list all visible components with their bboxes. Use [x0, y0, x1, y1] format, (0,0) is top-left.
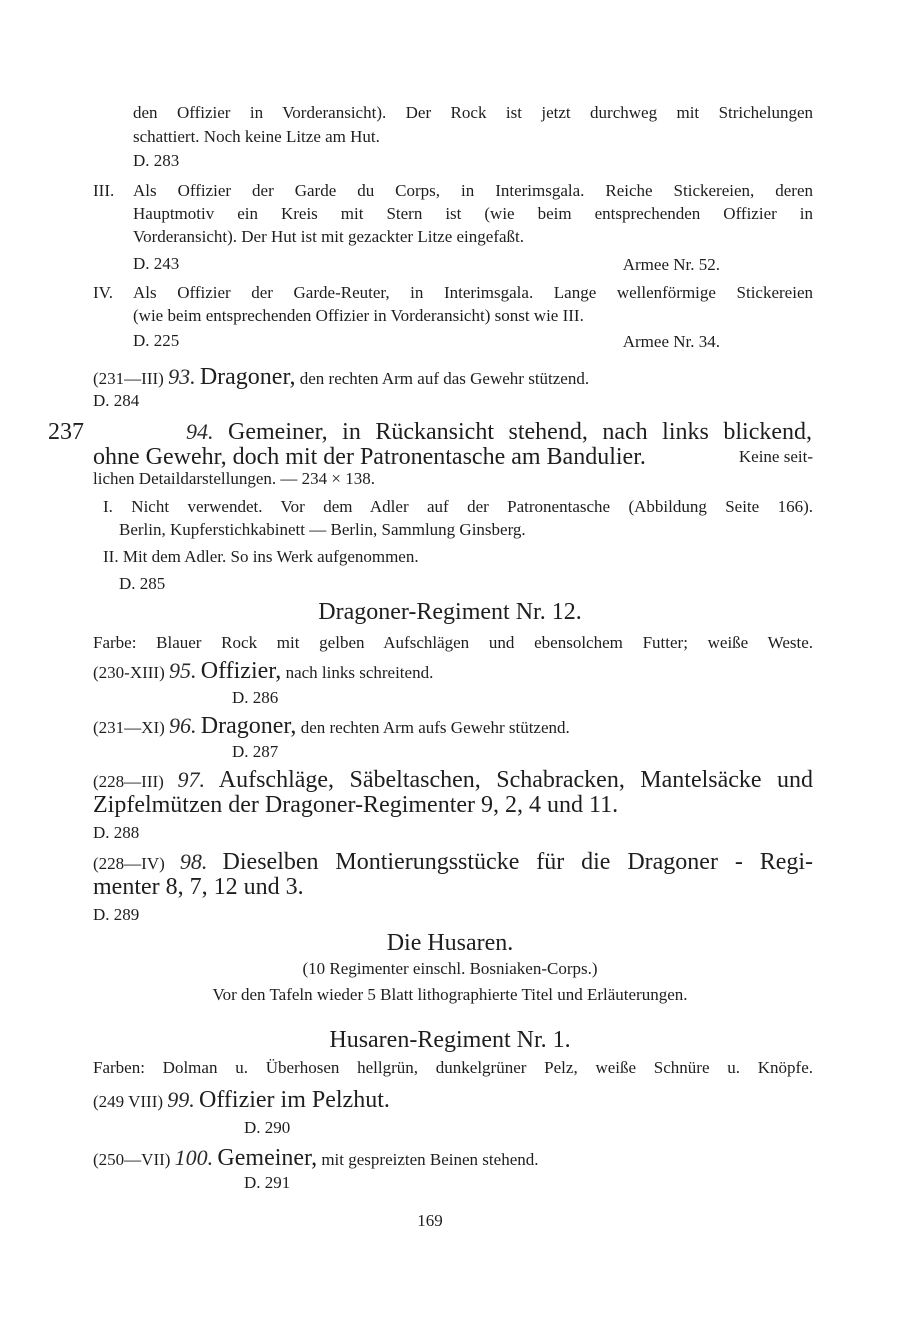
- detail-ref: D. 287: [232, 742, 279, 761]
- entry-title: Offizier,: [200, 658, 282, 684]
- entry-number: 100.: [174, 1145, 214, 1170]
- catalog-entry-97: [93, 767, 813, 795]
- entry-desc: den rechten Arm aufs Gewehr stützend.: [300, 718, 570, 737]
- text-line: (wie beim entsprechenden Offizier in Vorderansicht) sonst wie III.: [133, 306, 584, 325]
- state-line: II. Mit dem Adler. So ins Werk aufgenommen.: [103, 547, 419, 566]
- section-heading: Die Husaren.: [386, 930, 514, 956]
- entry-title-cont: Zipfelmützen der Dragoner-Regimenter 9, 2, 4 und 11.: [93, 792, 619, 818]
- detail-ref: D. 290: [244, 1118, 291, 1137]
- section-note: Vor den Tafeln wieder 5 Blatt lithographierte Titel und Erläuterungen.: [212, 985, 688, 1004]
- state-line: Berlin, Kupferstichkabinett — Berlin, Sammlung Ginsberg.: [119, 520, 526, 539]
- entry-title: Dragoner,: [200, 713, 297, 739]
- detail-ref: D. 289: [93, 905, 140, 924]
- detail-ref: D. 286: [232, 688, 279, 707]
- entry-number: 99.: [167, 1087, 195, 1112]
- state-line: I. Nicht verwendet. Vor dem Adler auf der Patronentasche (Abbildung Seite 166).: [103, 497, 813, 516]
- plate-ref: (228—III): [93, 772, 164, 791]
- detail-ref: D. 243: [133, 254, 180, 273]
- entry-desc: mit gespreizten Beinen stehend.: [321, 1150, 539, 1169]
- entry-line: [186, 418, 812, 446]
- text-line: Als Offizier der Garde-Reuter, in Interimsgala. Lange wellenförmige Stickereien: [133, 283, 813, 302]
- margin-number: 237: [48, 419, 84, 445]
- entry-title: Offizier im Pelzhut.: [199, 1087, 390, 1113]
- catalog-entry-99: [93, 1087, 390, 1115]
- plate-ref: (231—III): [93, 369, 164, 388]
- entry-title: Gemeiner,: [217, 1145, 318, 1171]
- detail-ref: D. 288: [93, 823, 140, 842]
- catalog-entry-95: [93, 658, 433, 686]
- text-line: Vorderansicht). Der Hut ist mit gezackter Litze eingefaßt.: [133, 227, 525, 246]
- armee-ref: Armee Nr. 34.: [622, 332, 720, 351]
- plate-ref: (249 VIII): [93, 1092, 164, 1111]
- color-description: Farbe: Blauer Rock mit gelben Aufschlägen und ebensolchem Futter; weiße Weste.: [93, 633, 813, 652]
- entry-title: Aufschläge, Säbeltaschen, Schabracken, Mantelsäcke und: [218, 767, 814, 793]
- entry-title-cont: menter 8, 7, 12 und 3.: [93, 874, 304, 900]
- section-subheading: (10 Regimenter einschl. Bosniaken-Corps.): [302, 959, 598, 978]
- entry-number: 96.: [169, 713, 197, 738]
- plate-ref: (231—XI): [93, 718, 165, 737]
- entry-desc: nach links schreitend.: [285, 663, 434, 682]
- entry-title-cont: ohne Gewehr, doch mit der Patronentasche am Bandulier.: [93, 444, 646, 470]
- armee-ref: Armee Nr. 52.: [622, 255, 720, 274]
- plate-ref: (230-XIII): [93, 663, 165, 682]
- section-heading: Dragoner-Regiment Nr. 12.: [318, 599, 582, 625]
- detail-ref: D. 284: [93, 391, 140, 410]
- entry-number: 98.: [179, 849, 208, 874]
- entry-title: Dragoner,: [199, 364, 296, 390]
- entry-desc: den rechten Arm auf das Gewehr stützend.: [299, 369, 590, 388]
- catalog-entry-93: [93, 364, 589, 392]
- entry-desc: lichen Detaildarstellungen. — 234 × 138.: [93, 469, 375, 488]
- text-line: schattiert. Noch keine Litze am Hut.: [133, 127, 380, 146]
- text-line: den Offizier in Vorderansicht). Der Rock ist jetzt durchweg mit Strichelungen: [133, 103, 813, 122]
- section-heading: Husaren-Regiment Nr. 1.: [329, 1027, 571, 1053]
- plate-ref: (250—VII): [93, 1150, 171, 1169]
- roman-numeral: III.: [93, 181, 115, 200]
- detail-ref: D. 285: [119, 574, 166, 593]
- entry-number: 95.: [169, 658, 197, 683]
- page-number: 169: [417, 1211, 443, 1230]
- catalog-entry-100: [93, 1145, 539, 1173]
- catalog-entry-98: [93, 849, 813, 877]
- entry-number: 94.: [186, 419, 214, 444]
- entry-line: [93, 443, 813, 471]
- plate-ref: (228—IV): [93, 854, 165, 873]
- text-line: Als Offizier der Garde du Corps, in Interimsgala. Reiche Stickereien, deren: [133, 181, 813, 200]
- detail-ref: D. 291: [244, 1173, 291, 1192]
- text-line: Hauptmotiv ein Kreis mit Stern ist (wie beim entsprechenden Offizier in: [133, 204, 813, 223]
- color-description: Farben: Dolman u. Überhosen hellgrün, dunkelgrüner Pelz, weiße Schnüre u. Knöpfe.: [93, 1058, 813, 1077]
- roman-numeral: IV.: [93, 283, 113, 302]
- entry-desc: Keine seit-: [738, 447, 813, 466]
- detail-ref: D. 283: [133, 151, 180, 170]
- entry-number: 93.: [168, 364, 196, 389]
- entry-title: Dieselben Montierungsstücke für die Dragoner - Regi-: [222, 849, 814, 875]
- detail-ref: D. 225: [133, 331, 180, 350]
- catalog-entry-96: [93, 713, 570, 741]
- entry-number: 97.: [177, 767, 206, 792]
- entry-title: Gemeiner, in Rückansicht stehend, nach links blickend,: [228, 419, 812, 445]
